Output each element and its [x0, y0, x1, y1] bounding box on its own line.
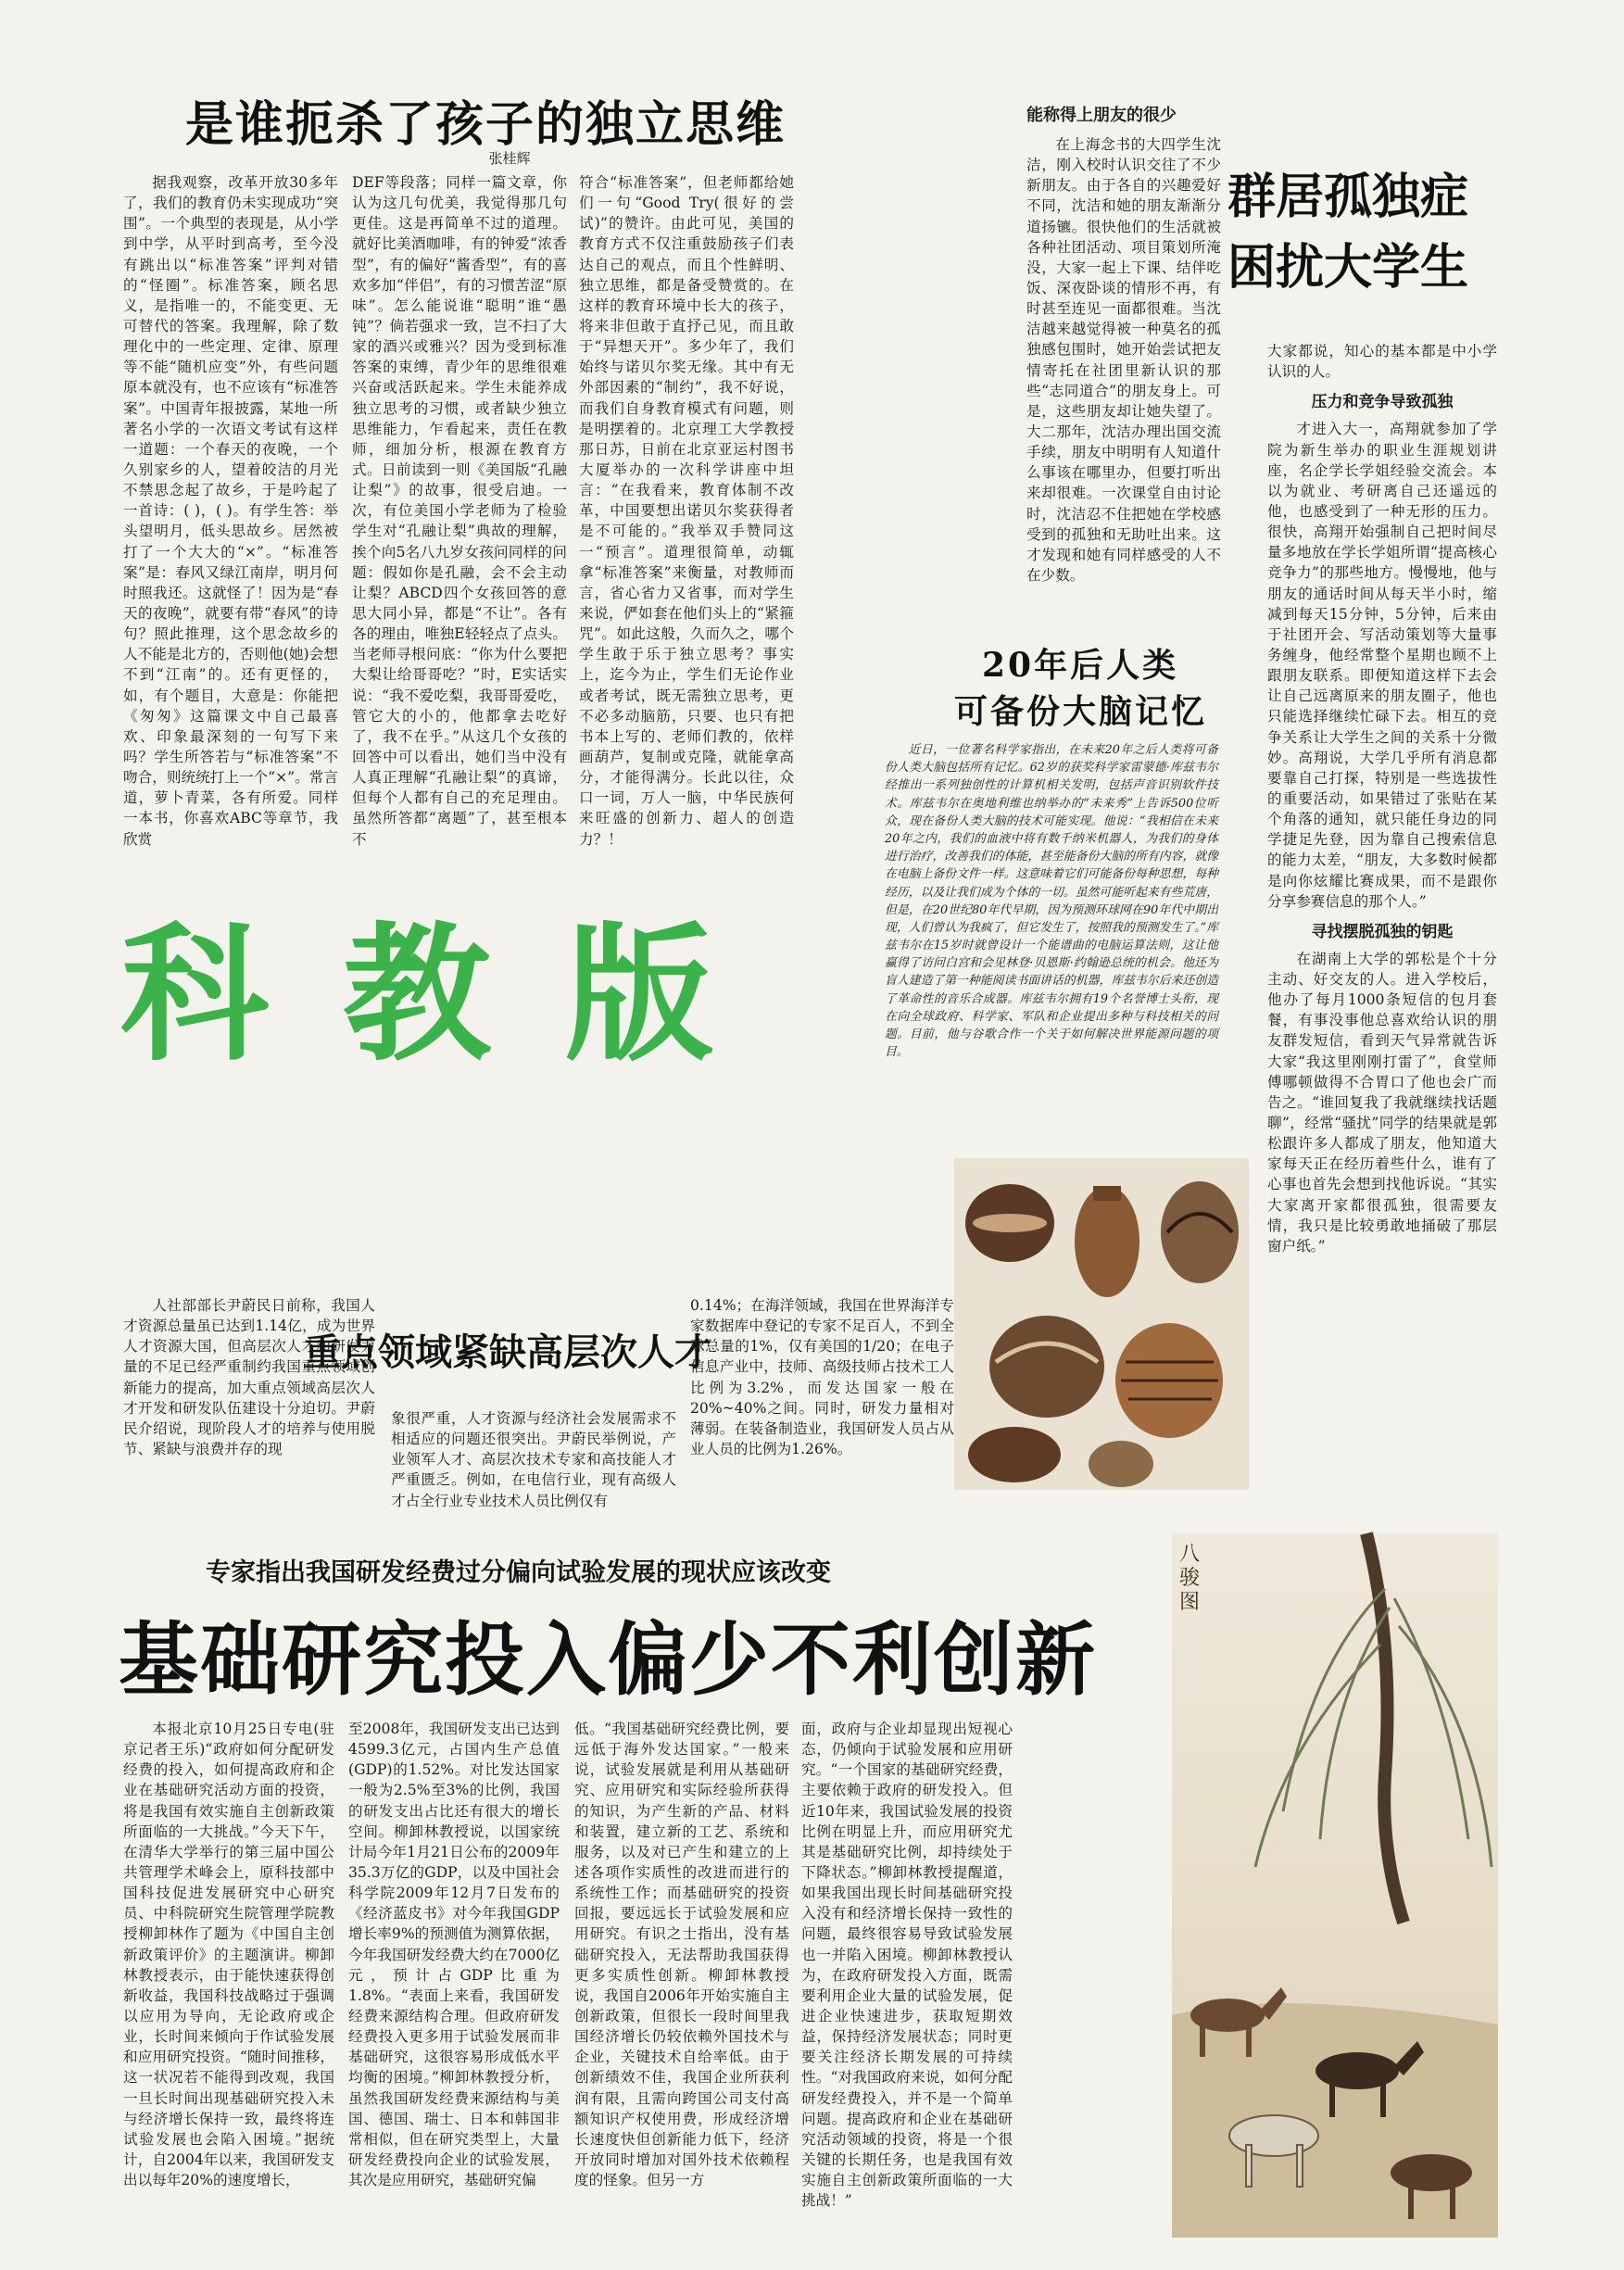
article2-subhead-pressure: 压力和竞争导致孤独 [1311, 393, 1454, 412]
pottery-jar-4 [989, 1316, 1104, 1418]
article5-col2-text: 至2008年，我国研发支出已达到4599.3亿元，占国内生产总值(GDP)的1.52%。对比发达国家一般为2.5%至3%的比例，我国的研发支出占比还有很大的增长空间。柳卸林教授说，以国家统计局今年1月21日公布的2009年35.3万亿的GDP，以及中国社会科学院2009年12月7日发布的《经济蓝皮书》对今年我国GDP增长率9%的预测值为测算依据，今年我国研发经费大约在7000亿元，预计占GDP比重为1.8%。“表面上来看，我国研发经费来源结构合理。但政府研发经费投入更多用于试验发展而非基础研究，这很容易形成低水平均衡的困境。”柳卸林教授分析，虽然我国研发经费来源结构与美国、德国、瑞士、日本和韩国非常相似，但在研究类型上，大量研发经费投向企业的试验发展，其次是应用研究，基础研究偏 [348, 1721, 560, 2189]
article1-col2-text: DEF等段落；同样一篇文章，你认为这几句优美，我觉得那几句更佳。这是再简单不过的道理。就好比美酒咖啡，有的钟爱“浓香型”，有的偏好“酱香型”，有的喜欢多加“伴侣”，有的习惯苦涩“原味”。怎么能说谁“聪明”谁“愚钝”？倘若强求一致，岂不扫了大家的酒兴或雅兴？因为受到标准答案的束缚，青少年的思维很难兴奋或活跃起来。学生未能养成独立思考的习惯，或者缺少独立思维能力，乍看起来，责任在教师，细加分析，根源在教育方式。日前读到一则《美国版“孔融让梨”》的故事，很受启迪。一次，有位美国小学老师为了检验学生对“孔融让梨”典故的理解，挨个向5名八九岁女孩问同样的问题：假如你是孔融，会不会主动让梨？ABCD四个女孩回答的意思大同小异，都是“不让”。各有各的理由，唯独E轻轻点了点头。当老师寻根问底：“你为什么要把大梨让给哥哥吃？”时，E实话实说：“我不爱吃梨，我哥哥爱吃，管它大的小的，他都拿去吃好了，我不在乎。”从这几个女孩的回答中可以看出，她们当中没有人真正理解“孔融让梨”的真谛，但每个人都有自己的充足理由。虽然所答都“离题”了，甚至根本不 [352, 174, 567, 848]
article2-column-1 [1026, 134, 1221, 625]
article2-column-2 [1267, 341, 1497, 1518]
article1-col1-text: 据我观察，改革开放30多年了，我们的教育仍未实现成功“突围”。一个典型的表现是，从小学到中学，从平时到高考，至今没有跳出以“标准答案”评判对错的“怪圈”。标准答案，顾名思义，是指唯一的，不能变更、无可替代的答案。我理解，除了数理化中的一些定理、定律、原理等不能“随机应变”外，有些问题原本就没有，也不应该有“标准答案”。中国青年报披露，某地一所著名小学的一次语文考试有这样一道题：一个春天的夜晚，一个久别家乡的人，望着皎洁的月光不禁思念起了故乡，于是吟起了一首诗：( )，( )。有学生答：举头望明月，低头思故乡。居然被打了一个大大的“×”。“标准答案”是：春风又绿江南岸，明月何时照我还。这就怪了！因为是“春天的夜晚”，就要有带“春风”的诗句？照此推理，这个思念故乡的人不能是北方的，否则他(她)会想不到“江南”的。还有更怪的，如，有个题目，大意是：你能把《匆匆》这篇课文中自己最喜欢、印象最深刻的一句写下来吗？学生所答若与“标准答案”不吻合，则统统打上一个“×”。常言道，萝卜青菜，各有所爱。同样一本书，你喜欢ABC等章节，我欣赏 [123, 174, 338, 848]
willow-tree [1366, 1533, 1404, 1923]
article4-column-1 [123, 1295, 375, 1555]
article4-col3-text: 0.14%；在海洋领域，我国在世界海洋专家数据库中登记的专家不足百人，不到全球总量的1%，仅有美国的1/20；在电子信息产业中，技师、高级技师占技术工人比例为3.2%，而发达国家一般在20%~40%之间。同时，研发力量相对薄弱。在装备制造业，我国研发人员占从业人员的比例为1.26%。 [690, 1297, 954, 1457]
horse-painting-illustration [1172, 1533, 1498, 2238]
article5-title: 基础研究投入偏少不利创新 [119, 1614, 1097, 1707]
painting-seal-text: 八骏图 [1179, 1543, 1201, 1614]
pottery-image [954, 1158, 1249, 1490]
article5-col1-text: 本报北京10月25日专电(驻京记者王乐)“政府如何分配研发经费的投入，如何提高政府和企业在基础研究活动方面的投资，将是我国有效实施自主创新政策所面临的一大挑战。”今天下午，在清华大学举行的第三届中国公共管理学术峰会上，原科技部中国科技促进发展研究中心研究员、中科院研究生院管理学院教授柳卸林作了题为《中国自主创新政策评价》的主题演讲。柳卸林教授表示，由于能快速获得创新收益，我国科技战略过于强调以应用为导向，无论政府或企业，长时间来倾向于作试验发展和应用研究投资。“随时间推移，这一状况若不能得到改观，我国一旦长时间出现基础研究投入未与经济增长保持一致，最终将连试验发展也会陷入困境。”据统计，自2004年以来，我国研发支出以每年20%的速度增长， [123, 1721, 334, 2189]
article5-column-3 [574, 1719, 789, 2238]
article2-col2-text: 大家都说，知心的基本都是中小学认识的人。 [1267, 343, 1497, 381]
article4-col1-text: 人社部部长尹蔚民日前称，我国人才资源总量虽已达到1.14亿，成为世界人才资源大国，但高层次人才和研发力量的不足已经严重制约我国重点领域创新能力的提高，加大重点领域高层次人才开发和研发队伍建设十分迫切。尹蔚民介绍说，现阶段人才的培养与使用脱节、紧缺与浪费并存的现 [123, 1297, 375, 1457]
article2-subhead: 能称得上朋友的很少 [1026, 106, 1177, 125]
article5-column-4 [801, 1719, 1013, 2238]
article5-column-2 [348, 1719, 560, 2238]
pottery-jar-2 [1075, 1186, 1139, 1297]
article2-title-line2: 困扰大学生 [1227, 240, 1469, 296]
article1-author: 张桂辉 [488, 150, 531, 167]
article4-column-2 [391, 1408, 676, 1557]
article2-title-line1: 群居孤独症 [1227, 170, 1469, 225]
article4-col2-text: 象很严重，人才资源与经济社会发展需求不相适应的问题还很突出。尹蔚民举例说，产业领军人才、高层次技术专家和高技能人才严重匮乏。例如，在电信行业，现有高级人才占全行业专业技术人员比例仅有 [391, 1410, 676, 1509]
pottery-jar-3 [1161, 1181, 1239, 1283]
article3-title-line1: 20年后人类 [982, 646, 1179, 685]
article1-column-3 [579, 172, 794, 848]
article4-title: 重点领域紧缺高层次人才 [304, 1330, 711, 1374]
article2-subhead-key: 寻找摆脱孤独的钥匙 [1311, 922, 1454, 941]
article3-title-line2: 可备份大脑记忆 [954, 692, 1208, 731]
article2-col2b-text: 才进入大一，高翔就参加了学院为新生举办的职业生涯规划讲座，名企学长学姐经验交流会。本以为就业、考研离自己还遥远的他，也感受到了一种无形的压力。很快，高翔开始强制自己把时间尽量多地放在学长学姐所谓“提高核心竞争力”的那些地方。慢慢地，他与朋友的通话时间从每天半小时，缩减到每天15分钟，5分钟，后来由于社团开会、写活动策划等大量事务缠身，他经常整个星期也顾不上跟朋友联系。即便知道这样下去会让自己远离原来的朋友圈子，他也只能选择继续忙碌下去。相互的竞争关系让大学生之间的关系十分微妙。高翔说，大学几乎所有消息都要靠自己打探，特别是一些选拔性的重要活动，如果错过了张贴在某个角落的通知，就只能任身边的同学捷足先登，因为靠自己搜索信息的能力太差，“朋友，大多数时候都是向你炫耀比赛成果，而不是跟你分享参赛信息的那个人。” [1267, 421, 1497, 910]
section-label: 科教版 [120, 908, 788, 1081]
article5-col3-text: 低。“我国基础研究经费比例，要远低于海外发达国家。”一般来说，试验发展就是利用从基础研究、应用研究和实际经验所获得的知识，为产生新的产品、材料和装置，建立新的工艺、系统和服务，以及对已产生和建立的上述各项作实质性的改进而进行的系统性工作；而基础研究的投资回报，要远远长于试验发展和应用研究。有识之士指出，没有基础研究投入，无法帮助我国获得更多实质性创新。柳卸林教授说，我国自2006年开始实施自主创新政策，但很长一段时间里我国经济增长仍较依赖外国技术与企业，关键技术自给率低。由于创新绩效不佳，我国企业所获利润有限，且需向跨国公司支付高额知识产权使用费，形成经济增长速度快但创新能力低下，经济开放同时增加对国外技术依赖程度的怪象。但另一方 [574, 1721, 789, 2189]
article3-body [885, 741, 1218, 1149]
article5-column-1 [123, 1719, 334, 2238]
pottery-jar-7 [1089, 1441, 1153, 1487]
article5-col4-text: 面，政府与企业却显现出短视心态，仍倾向于试验发展和应用研究。“一个国家的基础研究经费，主要依赖于政府的研发投入。但近10年来，我国试验发展的投资比例在明显上升，而应用研究尤其是基础研究比例，却持续处于下降状态。”柳卸林教授提醒道，如果我国出现长时间基础研究投入没有和经济增长保持一致性的问题，最终很容易导致试验发展也一并陷入困境。柳卸林教授认为，在政府研发投入方面，既需要利用企业大量的试验发展，促进企业快速进步，获取短期效益，保持经济发展状态；同时更要关注经济长期发展的可持续性。“对我国政府来说，如何分配研发经费投入，并不是一个简单问题。提高政府和企业在基础研究活动领域的投资，将是一个很关键的长期任务，也是我国有效实施自主创新政策所面临的一大挑战！” [801, 1721, 1013, 2210]
pottery-jar-6 [968, 1427, 1061, 1482]
article1-col3-text: 符合“标准答案”，但老师都给她们一句“Good Try(很好的尝试)”的赞许。由此可见，美国的教育方式不仅注重鼓励孩子们表达自己的观点，而且个性鲜明、独立思维，都是备受赞赏的。在这样的教育环境中长大的孩子，将来非但敢于直抒己见，而且敢于“异想天开”。多少年了，我们始终与诺贝尔奖无缘。其中有无外部因素的“制约”，我不好说，而我们自身教育模式有问题，则是明摆着的。北京理工大学教授那日苏，日前在北京亚运村图书大厦举办的一次科学讲座中坦言：“在我看来，教育体制不改革，中国要想出诺贝尔奖获得者是不可能的。”我举双手赞同这一“预言”。道理很简单，动辄拿“标准答案”来衡量，对教师而言，省心省力又省事，而对学生来说，俨如套在他们头上的“紧箍咒”。如此这般，久而久之，哪个学生敢于乐于独立思考？事实上，迄今为止，学生们无论作业或者考试，既无需独立思考，更不必多动脑筋，只要、也只有把书本上写的、老师们教的，依样画葫芦，复制或克隆，就能拿高分，才能得满分。长此以往，众口一词，万人一脑，中华民族何来旺盛的创新力、超人的创造力？！ [579, 174, 794, 848]
article2-col2c-text: 在湖南上大学的郭松是个十分主动、好交友的人。进入学校后，他办了每月1000条短信的包月套餐，有事没事他总喜欢给认识的朋友群发短信，看到天气异常就告诉大家“我这里刚刚打雷了”，食堂师傅哪顿做得不合胃口了他也会广而告之。“谁回复我了我就继续找话题聊”，经常“骚扰”同学的结果就是郭松跟许多人都成了朋友，他知道大家每天正在经历着些什么，谁有了心事也首先会想到找他诉说。“其实大家离开家都很孤独，很需要友情，我只是比较勇敢地捅破了那层窗户纸。” [1267, 950, 1497, 1255]
article3-body-text: 近日，一位著名科学家指出，在未来20年之后人类将可备份人类大脑包括所有记忆。62岁的获奖科学家雷蒙德·库兹韦尔经推出一系列独创性的计算机相关发明，包括声音识别软件技术。库兹韦尔在奥地利维也纳举办的“未来秀”上告诉500位听众，现在备份人类大脑的技术可能实现。他说：“我相信在未来20年之内，我们的血液中将有数千纳米机器人，为我们的身体进行治疗，改善我们的体能，甚至能备份大脑的所有内容，就像在电脑上备份文件一样。这意味着它们可能备份每种思想，每种经历，以及让我们成为个体的一切。虽然可能听起来有些荒唐，但是，在20世纪80年代早期，因为预测环球网在90年代中期出现，人们曾认为我疯了，但它发生了，按照我的预测发生了。”库兹韦尔在15岁时就曾设计一个能谱曲的电脑运算法则，这让他赢得了访问白宫和会见林登·贝恩斯·约翰逊总统的机会。他还为盲人建造了第一种能阅读书面讲话的机器，库兹韦尔后来还创造了革命性的音乐合成器。库兹韦尔拥有19个名誉博士头衔，现在向全球政府、科学家、军队和企业提出多种与科技相关的问题。目前，他与谷歌合作一个关于如何解决世界能源问题的项目。 [885, 743, 1218, 1060]
article1-title: 是谁扼杀了孩子的独立思维 [185, 97, 787, 153]
horse-painting [1172, 1533, 1498, 2238]
article4-column-3 [690, 1295, 954, 1555]
article2-col1-text: 在上海念书的大四学生沈洁，刚入校时认识交往了不少新朋友。由于各自的兴趣爱好不同，沈洁和她的朋友渐渐分道扬镳。很快他们的生活就被各种社团活动、项目策划所淹没，大家一起上下课、结伴吃饭、深夜卧谈的情形不再，有时甚至连见一面都很难。当沈洁越来越觉得被一种莫名的孤独感包围时，她开始尝试把友情寄托在社团里新认识的那些“志同道合”的朋友身上。可是，这些朋友却让她失望了。大二那年，沈洁办理出国交流手续，朋友中明明有人知道什么事该在哪里办，但要打听出来却很难。一次课堂自由讨论时，沈洁忍不住把她在学校感受到的孤独和无助吐出来。这才发现和她有同样感受的人不在少数。 [1026, 136, 1221, 584]
pottery-illustration [954, 1158, 1249, 1490]
article1-column-1 [123, 172, 338, 848]
article5-kicker: 专家指出我国研发经费过分偏向试验发展的现状应该改变 [206, 1558, 831, 1587]
article1-column-2 [352, 172, 567, 848]
